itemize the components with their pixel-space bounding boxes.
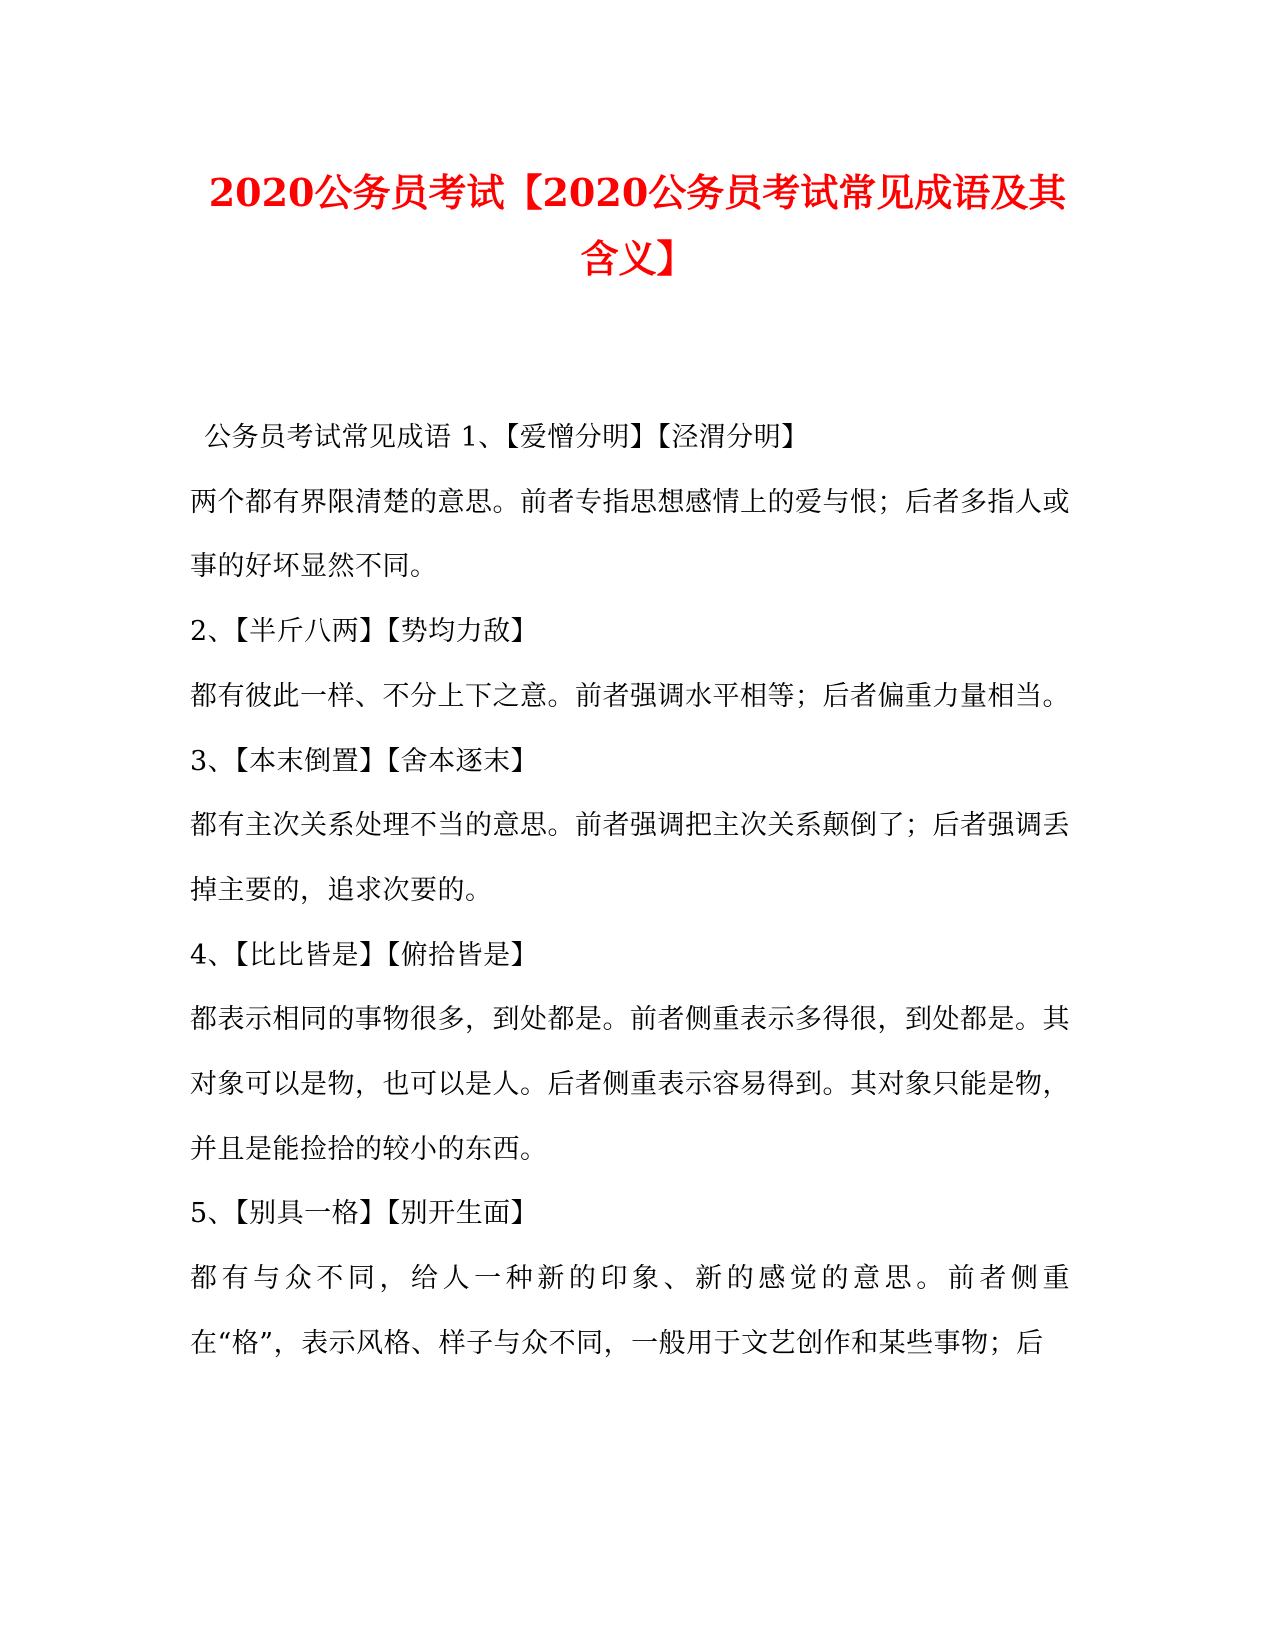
document-body [190, 406, 1070, 1377]
paragraph-text-5: 都有与众不同，给人一种新的印象、新的感觉的意思。前者侧重在“格”，表示风格、样子与众不同，一般用于文艺创作和某些事物；后 [190, 1263, 1070, 1359]
paragraph-heading-5: 5、【别具一格】【别开生面】 [190, 1198, 539, 1230]
paragraph-heading-3: 3、【本末倒置】【舍本逐末】 [190, 745, 539, 777]
paragraph-heading-4: 4、【比比皆是】【俯拾皆是】 [190, 939, 539, 971]
paragraph-text-2: 都有彼此一样、不分上下之意。前者强调水平相等；后者偏重力量相当。 [190, 680, 1070, 712]
paragraph-text-4: 都表示相同的事物很多，到处都是。前者侧重表示多得很，到处都是。其对象可以是物，也可以是人。后者侧重表示容易得到。其对象只能是物，并且是能捡拾的较小的东西。 [190, 1004, 1070, 1165]
paragraph-heading-1: 公务员考试常见成语 1、【爱憎分明】【泾渭分明】 [204, 422, 809, 453]
paragraph-text-3: 都有主次关系处理不当的意思。前者强调把主次关系颠倒了；后者强调丢掉主要的，追求次要的。 [190, 810, 1070, 906]
paragraph-heading-2: 2、【半斤八两】【势均力敌】 [190, 616, 539, 648]
document-title: 2020公务员考试【2020公务员考试常见成语及其含义】 [208, 170, 1067, 281]
paragraph-text-1: 两个都有界限清楚的意思。前者专指思想感情上的爱与恨；后者多指人或事的好坏显然不同。 [190, 486, 1070, 583]
